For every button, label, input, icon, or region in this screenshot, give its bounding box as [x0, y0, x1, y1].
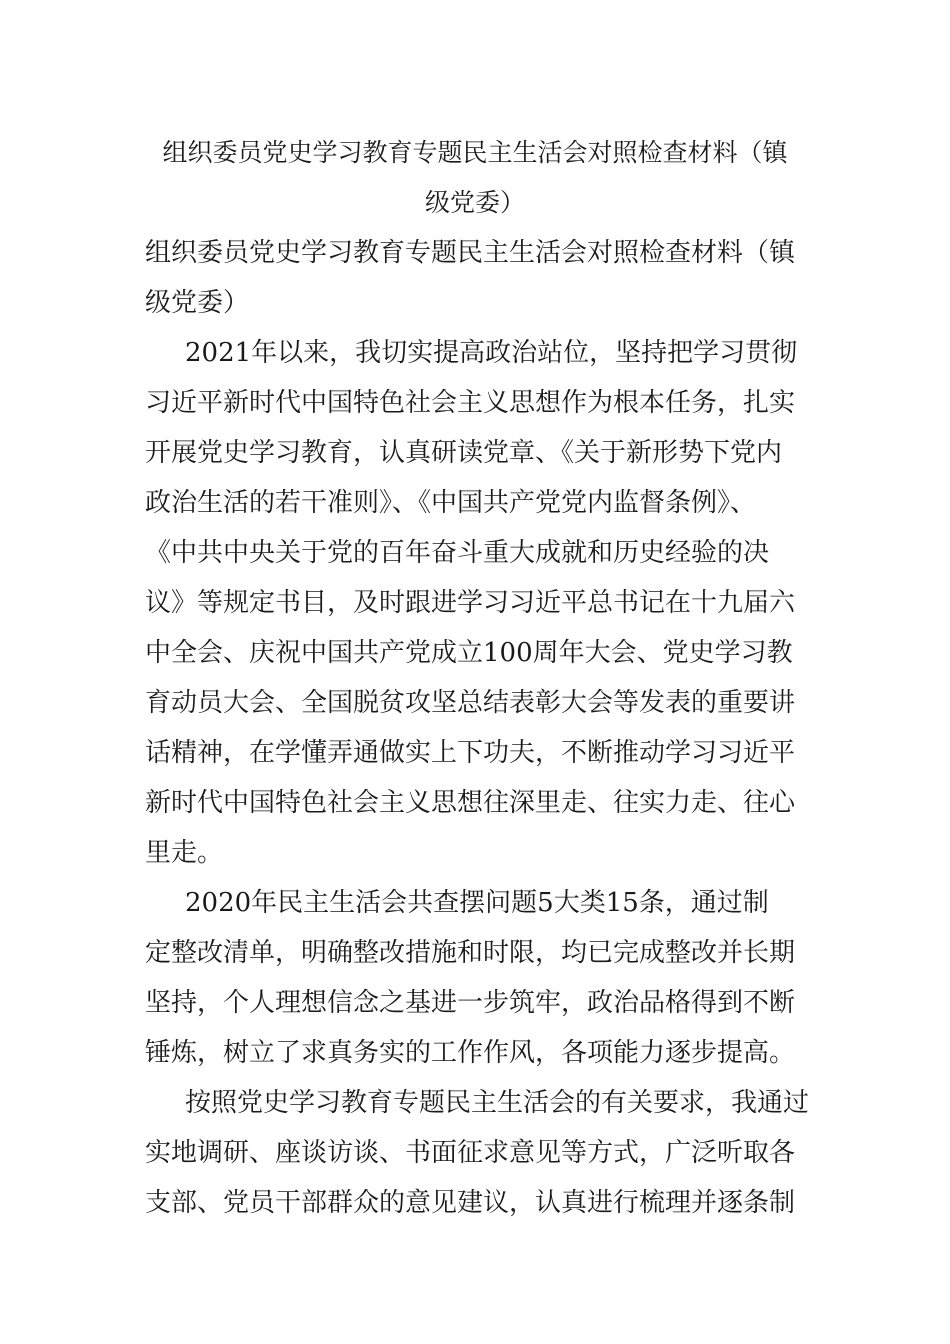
paragraph-line: 按照党史学习教育专题民主生活会的有关要求，我通过 — [185, 1088, 810, 1118]
paragraph-line: 中全会、庆祝中国共产党成立100周年大会、党史学习教 — [145, 638, 793, 668]
paragraph-line: 定整改清单，明确整改措施和时限，均已完成整改并长期 — [145, 938, 796, 968]
title-line-1: 组织委员党史学习教育专题民主生活会对照检查材料（镇 — [162, 138, 788, 167]
paragraph-line: 锤炼，树立了求真务实的工作作风，各项能力逐步提高。 — [145, 1038, 796, 1068]
paragraph-line: 里走。 — [145, 838, 224, 868]
paragraph-line: 2020年民主生活会共查摆问题5大类15条，通过制 — [185, 888, 769, 918]
paragraph-line: 2021年以来，我切实提高政治站位，坚持把学习贯彻 — [185, 338, 798, 368]
paragraph-line: 支部、党员干部群众的意见建议，认真进行梳理并逐条制 — [145, 1188, 796, 1218]
paragraph-line: 实地调研、座谈访谈、书面征求意见等方式，广泛听取各 — [145, 1138, 796, 1168]
paragraph-3 — [145, 1078, 810, 1228]
repeated-title — [145, 228, 810, 328]
paragraph-line: 育动员大会、全国脱贫攻坚总结表彰大会等发表的重要讲 — [145, 688, 796, 718]
title-line-2: 级党委） — [424, 188, 525, 217]
repeated-title-line-1: 组织委员党史学习教育专题民主生活会对照检查材料（镇 — [145, 238, 796, 268]
paragraph-2 — [145, 878, 810, 1078]
paragraph-line: 习近平新时代中国特色社会主义思想作为根本任务，扎实 — [145, 388, 796, 418]
document-body — [145, 228, 810, 1228]
document-title — [130, 128, 820, 228]
repeated-title-line-2: 级党委） — [145, 288, 250, 318]
paragraph-line: 政治生活的若干准则》、《中国共产党党内监督条例》、 — [145, 488, 757, 518]
paragraph-line: 开展党史学习教育，认真研读党章、《关于新形势下党内 — [145, 438, 783, 468]
paragraph-1 — [145, 328, 810, 878]
paragraph-line: 议》等规定书目，及时跟进学习习近平总书记在十九届六 — [145, 588, 796, 618]
paragraph-line: 坚持，个人理想信念之基进一步筑牢，政治品格得到不断 — [145, 988, 796, 1018]
paragraph-line: 新时代中国特色社会主义思想往深里走、往实力走、往心 — [145, 788, 796, 818]
paragraph-line: 话精神，在学懂弄通做实上下功夫，不断推动学习习近平 — [145, 738, 796, 768]
paragraph-line: 《中共中央关于党的百年奋斗重大成就和历史经验的决 — [145, 538, 770, 568]
